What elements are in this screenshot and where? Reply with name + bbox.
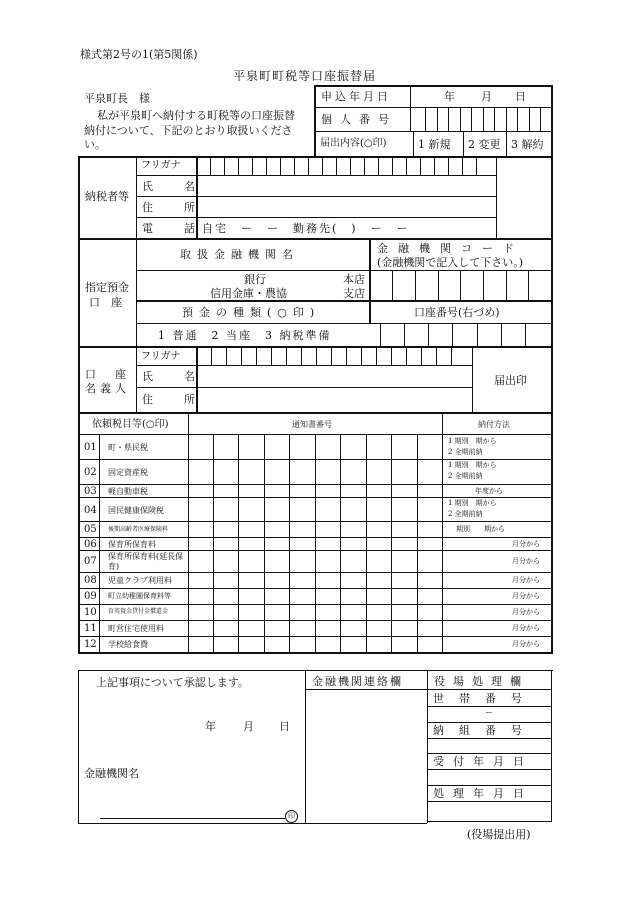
code-label: 金融機関コード: [377, 242, 524, 255]
notice-content-label: 届出内容(○印): [320, 138, 387, 149]
liaison-label: 金融機関連絡欄: [312, 675, 403, 688]
tax-row-method: 1 期別 期から: [448, 437, 497, 445]
tax-row-no: 05: [84, 524, 97, 535]
shinkin-label: 信用金庫・農協: [210, 287, 287, 300]
approval-day: 日: [279, 720, 290, 733]
tax-row-name[interactable]: 後期高齢者医療保険料: [108, 526, 169, 533]
tax-row-no: 06: [84, 539, 97, 550]
tax-row-method: 1 期別 期から: [448, 499, 497, 507]
taxpayer-phone-line[interactable]: 自宅 ー ー 勤務先( ) ー ー: [202, 222, 410, 235]
application-date-label: 申込年月日: [321, 90, 391, 103]
tax-row-method: 月分から: [512, 640, 540, 648]
addressee: 平泉町長 様: [84, 92, 150, 105]
tax-col-item: 依頼税目等(○印): [92, 419, 169, 430]
tax-row-method: 月分から: [512, 557, 540, 565]
tax-row-no: 10: [84, 607, 97, 618]
taxpayer-phone-label: 電 話: [142, 222, 205, 235]
tax-row-method: 2 全期前納: [448, 472, 483, 480]
tax-row-name[interactable]: 児童クラブ利用料: [108, 576, 172, 585]
institution-name-field[interactable]: 金融機関名: [84, 767, 139, 780]
tax-row-no: 09: [84, 591, 97, 602]
tax-row-method: 月分から: [512, 608, 540, 616]
code-note: (金融機関で記入して下さい。): [377, 256, 524, 269]
approval-year: 年: [205, 720, 216, 733]
deposit-type-label: 預金の種類(○印): [182, 306, 321, 319]
holder-section-label-1: 口 座: [85, 368, 130, 381]
tax-row-no: 07: [84, 556, 97, 567]
institution-name-label: 取扱金融機関名: [180, 248, 299, 261]
taxpayer-address-label: 住 所: [142, 201, 205, 214]
intro-line-2: 納付について、下記のとおり取扱いくださ: [84, 124, 293, 137]
date-unit-month: 月: [481, 90, 492, 103]
tax-row-no: 01: [84, 442, 97, 453]
approval-month: 月: [243, 720, 254, 733]
personal-number-label: 個人番号: [321, 113, 397, 126]
holder-furigana-label: フリガナ: [141, 351, 181, 362]
date-unit-day: 日: [515, 90, 526, 103]
tax-row-name[interactable]: 軽自動車税: [108, 487, 148, 496]
holder-name-label: 氏 名: [142, 370, 205, 383]
tax-row-no: 11: [84, 623, 97, 634]
office-label: 役場処理欄: [434, 675, 529, 688]
branch-label: 支店: [343, 287, 365, 300]
tax-row-name[interactable]: 保育所保育料: [108, 540, 156, 549]
tax-row-name[interactable]: 学校給食費: [108, 640, 148, 649]
footer-note: (役場提出用): [467, 828, 531, 841]
tax-col-method: 納付方法: [478, 420, 510, 429]
approval-text: 上記事項について承認します。: [96, 676, 249, 689]
tax-row-name[interactable]: 育英資金貸付金償還金: [108, 608, 169, 615]
tax-row-name[interactable]: 町営住宅使用料: [108, 624, 164, 633]
tax-row-method: 2 全期前納: [448, 448, 483, 456]
account-number-label: 口座番号(右づめ): [414, 306, 500, 319]
tax-row-method: 年度から: [475, 487, 503, 495]
tax-row-method: 期別 期から: [456, 525, 505, 533]
tax-row-method: 月分から: [512, 576, 540, 584]
notice-option-new[interactable]: 1 新規: [418, 138, 451, 151]
tax-row-method: 2 全期前納: [448, 510, 483, 518]
tax-row-no: 08: [84, 575, 97, 586]
account-section-label-2: 口 座: [89, 296, 122, 309]
taxpayer-name-label: 氏 名: [142, 180, 205, 193]
intro-line-3: い。: [84, 138, 106, 151]
tax-col-number: 通知書番号: [292, 420, 332, 429]
notice-option-change[interactable]: 2 変更: [468, 138, 501, 151]
household-number-label: 世帯番号: [433, 692, 537, 705]
household-dash: ー: [485, 708, 493, 717]
page-title: 平泉町町税等口座振替届: [233, 69, 377, 83]
form-code: 様式第2号の1(第5関係): [80, 48, 198, 61]
payment-group-label: 納組番号: [433, 724, 537, 737]
processing-date-label: 処理年月日: [433, 787, 533, 800]
date-unit-year: 年: [444, 90, 455, 103]
deposit-types[interactable]: 1 普通 2 当座 3 納税準備: [158, 329, 332, 342]
tax-row-name[interactable]: 町・県民税: [108, 443, 148, 452]
tax-row-name[interactable]: 保育所保育料(延長保育): [108, 552, 184, 571]
bank-label: 銀行: [244, 273, 266, 286]
holder-address-label: 住 所: [142, 393, 205, 406]
notice-option-cancel[interactable]: 3 解約: [511, 138, 544, 151]
tax-row-method: 月分から: [512, 592, 540, 600]
tax-row-method: 月分から: [512, 624, 540, 632]
taxpayer-furigana-label: フリガナ: [141, 160, 181, 171]
tax-row-no: 04: [84, 505, 97, 516]
head-office-label: 本店: [343, 273, 365, 286]
tax-row-name[interactable]: 固定資産税: [108, 468, 148, 477]
seal-label: 届出印: [494, 374, 527, 387]
tax-row-no: 12: [84, 639, 97, 650]
tax-row-no: 02: [84, 467, 97, 478]
tax-row-method: 月分から: [512, 540, 540, 548]
account-section-label-1: 指定預金: [85, 281, 129, 294]
intro-line-1: 私が平泉町へ納付する町税等の口座振替: [97, 109, 295, 122]
tax-row-name[interactable]: 国民健康保険税: [108, 506, 164, 515]
seal-mark-icon: 印: [285, 810, 298, 823]
tax-row-no: 03: [84, 486, 97, 497]
receipt-date-label: 受付年月日: [433, 755, 533, 768]
tax-row-name[interactable]: 町立幼稚園保育料等: [108, 592, 171, 600]
holder-section-label-2: 名義人: [85, 382, 130, 395]
tax-row-method: 1 期別 期から: [448, 461, 497, 469]
taxpayer-section-label: 納税者等: [85, 190, 129, 203]
